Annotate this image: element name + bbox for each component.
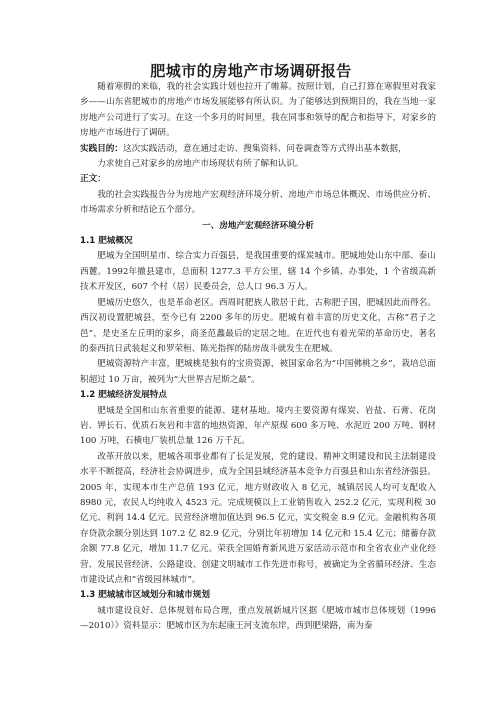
body-intro-paragraph: 我的社会实践报告分为房地产宏观经济环境分析、房地产市场总体概况、市场供应分析、市场需求分析和结论五个部分。 bbox=[80, 189, 436, 216]
section-1-1-paragraph-1: 肥城为全国明星市、综合实力百强县，是我国重要的煤炭城市。肥城地处山东中部、泰山西麓。1992年撤县建市，总面积 1277.3 平方公里，辖 14 个乡镇、办事处，1 个省级高新技术开发区，607 个村（居）民委员会，总人口 96.3 万人。 bbox=[80, 251, 436, 293]
intro-paragraph: 随着寒假的来临，我的社会实践计划也拉开了帷幕。按照计划，自己打算在寒假里对我家乡——山东省肥城市的房地产市场发展能够有所认识。为了能够达到预期目的，我在当地一家房地产公司进行了实习。在这一个多月的时间里，我在同事和领导的配合和指导下，对家乡的房地产市场进行了调研。 bbox=[80, 82, 436, 139]
section-1-heading: 一、房地产宏观经济环境分析 bbox=[202, 220, 314, 231]
document-body bbox=[80, 80, 436, 635]
page-title: 肥城市的房地产市场调研报告 bbox=[150, 62, 352, 80]
purpose-label: 实践目的： bbox=[80, 143, 123, 154]
body-label: 正文： bbox=[80, 174, 106, 185]
section-1-2-paragraph-1: 肥城是全国和山东省重要的能源、建材基地。境内主要资源有煤炭、岩盐、石膏、花岗岩、钾长石、优质石灰岩和丰富的地热资源，年产原煤 600 多万吨、水泥近 200 万吨、钢材 100 万吨，石横电厂装机总量 126 万千瓦。 bbox=[80, 405, 436, 447]
purpose-line-1: 这次实践活动，意在通过走访、搜集资料、问卷调查等方式得出基本数据， bbox=[122, 143, 407, 154]
purpose-paragraph bbox=[80, 142, 436, 157]
section-1-2-paragraph-2: 改革开放以来，肥城各项事业都有了长足发展，党的建设、精神文明建设和民主法制建设水平不断提高，经济社会协调进步，成为全国县域经济基本竞争力百强县和山东省经济强县。2005 年，实现本市生产总值 193 亿元，地方财政收入 8 亿元，城镇居民人均可支配收入 8980 元，农民人均纯收入 4523 元。完成规模以上工业销售收入 252.2 亿元，实现利税 30 亿元、利润 14.4 亿元。民营经济增加值达到 96.5 亿元，实交税金 8.9 亿元。金融机构各项存贷款余额分别达到 107.2 亿 82.9 亿元，分别比年初增加 14 亿元和 15.4 亿元；储蓄存款余额 77.8 亿元，增加 11.7 亿元。荣获全国婚育新风进万家活动示范市和全省农业产业化经营、发展民营经济、公路建设、创建文明城市工作先进市称号，被确定为全省循环经济、生态市建设试点和“省级园林城市”。 bbox=[80, 451, 436, 585]
section-1-1-heading: 1.1 肥城概况 bbox=[80, 236, 133, 247]
section-1-2-heading: 1.2 肥城经济发展特点 bbox=[80, 390, 167, 401]
purpose-line-2: 力求使自己对家乡的房地产市场现状有所了解和认识。 bbox=[97, 159, 304, 170]
section-1-1-paragraph-2: 肥城历史悠久，也是革命老区。西周时肥族人散居于此，古称肥子国，肥城因此而得名。西汉初设置肥城县，至今已有 2200 多年的历史。肥城有着丰富的历史文化，古称“君子之邑”，是史圣左丘明的家乡，商圣范蠡最后的定居之地。在近代也有着光荣的革命历史，著名的泰西抗日武装起义和罗荣桓、陈光指挥的陆房战斗就发生在肥城。 bbox=[80, 297, 436, 354]
section-1-1-paragraph-3: 肥城资源特产丰富，肥城桃是独有的宝贵资源，被国家命名为“中国佛桃之乡”，栽培总面积超过 10 万亩，被列为“大世界吉尼斯之最”。 bbox=[80, 359, 436, 385]
section-1-3-heading: 1.3 肥城城市区域划分和城市规划 bbox=[80, 590, 210, 601]
section-1-3-paragraph-1: 城市建设良好、总体规划布局合理，重点发展新城片区据《肥城市城市总体规划（1996—2010）》资料显示：肥城市区为东起康王河支流东岸，西到肥梁路，南为泰 bbox=[80, 605, 436, 632]
